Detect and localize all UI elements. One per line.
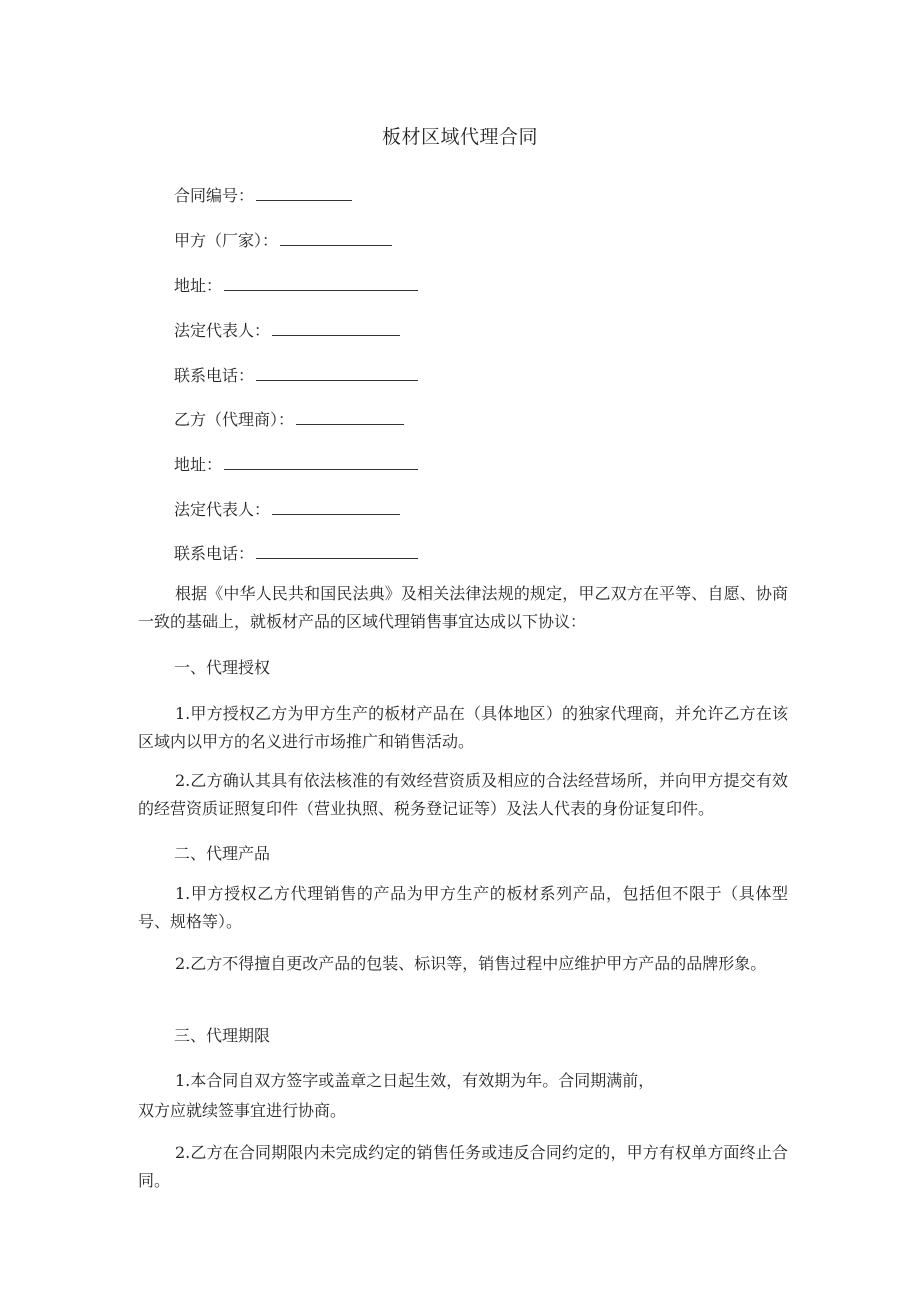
party-a-phone-blank — [256, 364, 418, 381]
term-clause-1: 1.本合同自双方签字或盖章之日起生效，有效期为年。合同期满前， — [175, 1071, 655, 1090]
products-clause-2: 2.乙方不得擅自更改产品的包装、标识等，销售过程中应维护甲方产品的品牌形象。 — [175, 954, 767, 973]
party-a-phone-label: 联系电话： — [174, 366, 255, 385]
section-heading-products: 二、代理产品 — [174, 844, 271, 863]
party-b-address-blank — [224, 453, 418, 470]
authorization-clause-2: 2.乙方确认其具有依法核准的有效经营资质及相应的合法经营场所，并向甲方提交有效的经营资质证照复印件（营业执照、税务登记证等）及法人代表的身份证复印件。 — [138, 771, 788, 818]
contract-number-blank — [256, 184, 352, 201]
party-b-representative-blank — [272, 498, 400, 515]
authorization-clause-1: 1.甲方授权乙方为甲方生产的板材产品在（具体地区）的独家代理商，并允许乙方在该区域内以甲方的名义进行市场推广和销售活动。 — [138, 704, 788, 751]
intro-paragraph: 根据《中华人民共和国民法典》及相关法律法规的规定，甲乙双方在平等、自愿、协商一致的基础上，就板材产品的区域代理销售事宜达成以下协议： — [138, 584, 788, 631]
section-heading-authorization: 一、代理授权 — [174, 658, 271, 677]
party-b-address-label: 地址： — [174, 455, 223, 474]
term-clause-2: 2.乙方在合同期限内未完成约定的销售任务或违反合同约定的，甲方有权单方面终止合同。 — [138, 1143, 788, 1190]
party-b-representative-label: 法定代表人： — [174, 500, 271, 519]
contract-number-label: 合同编号： — [174, 186, 255, 205]
party-a-label: 甲方（厂家）： — [174, 231, 279, 250]
term-clause-1-continued: 双方应就续签事宜进行协商。 — [138, 1101, 347, 1120]
party-a-phone-field — [174, 364, 418, 386]
party-b-phone-field — [174, 542, 418, 564]
party-a-representative-blank — [272, 319, 400, 336]
party-a-field — [174, 229, 392, 251]
party-b-label: 乙方（代理商）： — [174, 410, 295, 429]
party-b-phone-label: 联系电话： — [174, 544, 255, 563]
section-heading-term: 三、代理期限 — [174, 1026, 271, 1045]
page-title: 板材区域代理合同 — [381, 126, 538, 148]
party-a-blank — [280, 229, 392, 246]
party-b-field — [174, 408, 404, 430]
party-a-address-blank — [224, 274, 418, 291]
party-a-address-field — [174, 274, 418, 296]
contract-number-field — [174, 184, 352, 206]
party-a-address-label: 地址： — [174, 276, 223, 295]
party-b-blank — [296, 408, 404, 425]
party-b-phone-blank — [256, 542, 418, 559]
products-clause-1: 1.甲方授权乙方代理销售的产品为甲方生产的板材系列产品，包括但不限于（具体型号、规格等）。 — [138, 884, 788, 931]
party-b-representative-field — [174, 498, 400, 520]
party-a-representative-label: 法定代表人： — [174, 321, 271, 340]
party-b-address-field — [174, 453, 418, 475]
party-a-representative-field — [174, 319, 400, 341]
